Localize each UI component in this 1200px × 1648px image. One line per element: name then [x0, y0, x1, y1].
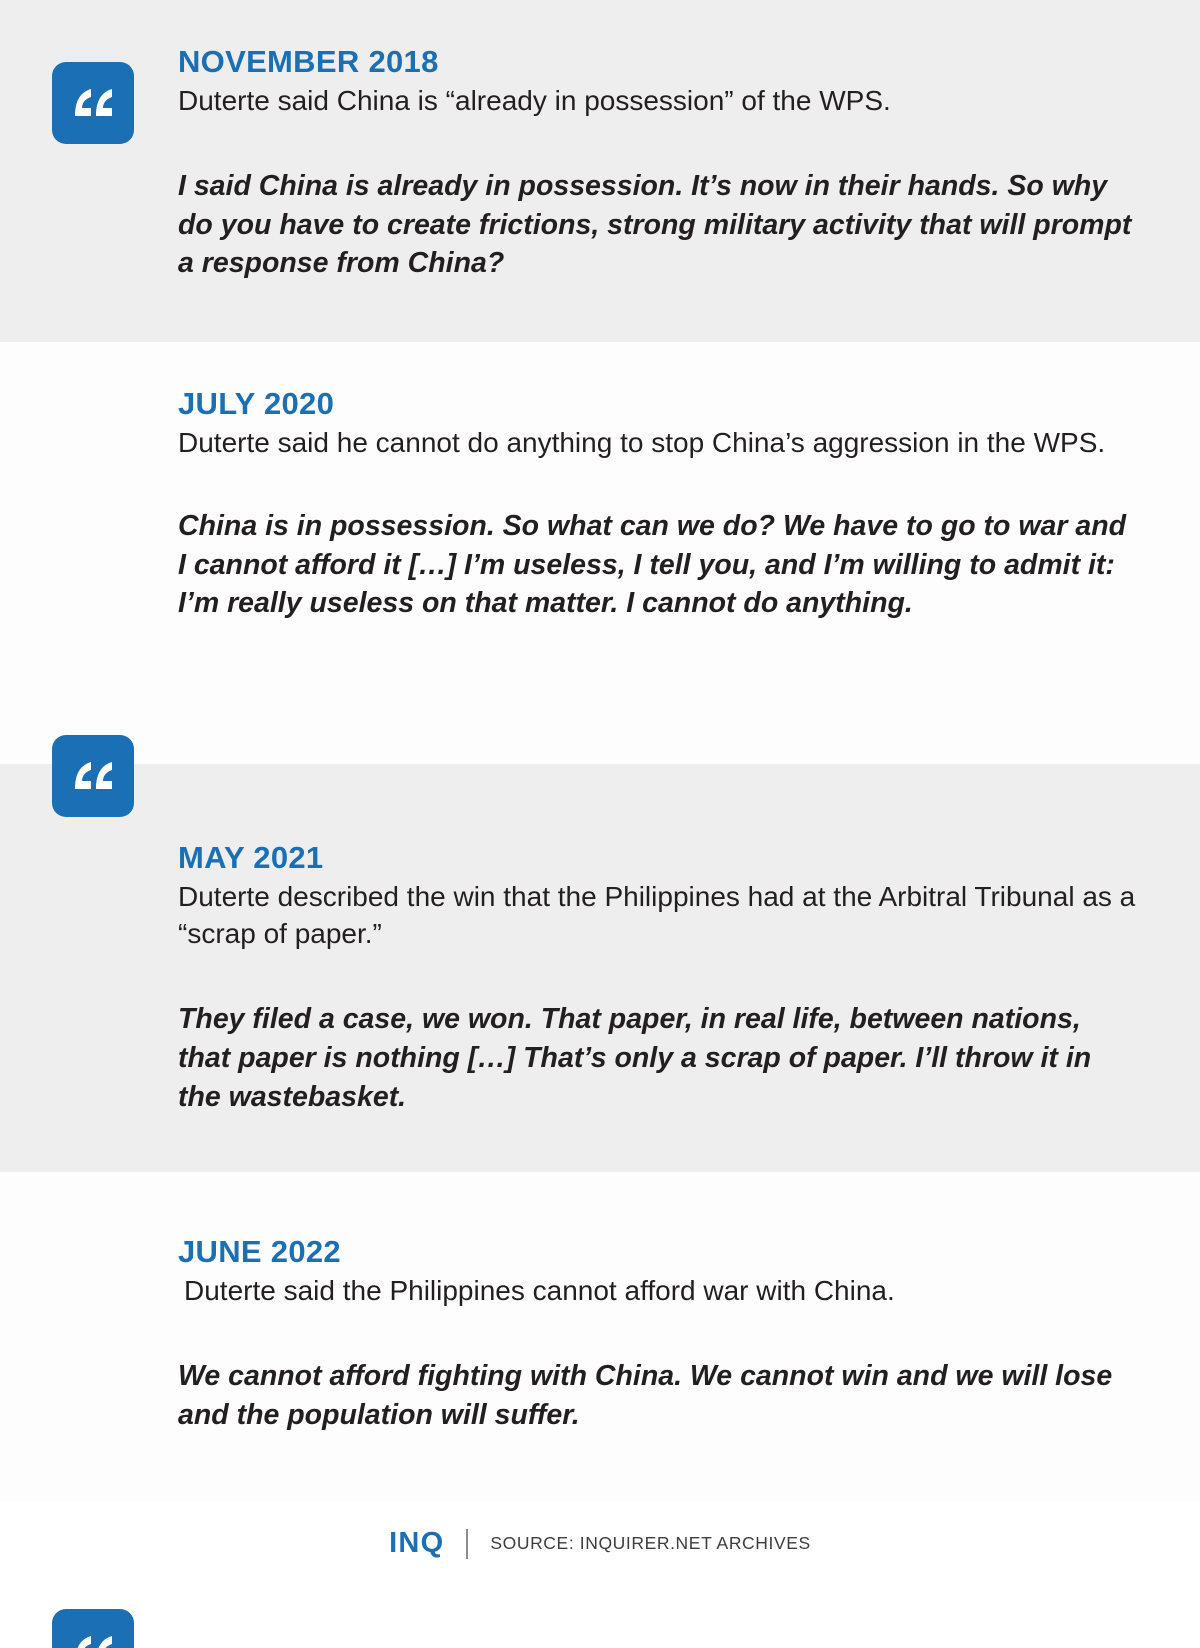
entry-quote: China is in possession. So what can we do? We have to go to war and I cannot afford it […] I’m useless, I tell you, and I’m willing to admit it: I’m really useless on that matter. I cannot do anything. [178, 509, 1127, 620]
quote-mark-icon [52, 1609, 134, 1648]
entry-summary: Duterte described the win that the Philippines had at the Arbitral Tribunal as a “scrap of paper.” [178, 880, 1136, 949]
entry-date: JUNE 2022 [178, 1234, 341, 1269]
footer-divider [466, 1529, 468, 1559]
entry-summary: Duterte said he cannot do anything to stop China’s aggression in the WPS. [178, 426, 1106, 458]
timeline-entry [0, 0, 1200, 342]
entry-quote: We cannot afford fighting with China. We cannot win and we will lose and the population will suffer. [178, 1359, 1113, 1431]
footer [0, 1527, 1200, 1560]
timeline-entry [0, 764, 1200, 1172]
quote-mark-icon [52, 735, 134, 817]
entry-date: NOVEMBER 2018 [178, 44, 439, 79]
entry-quote: They filed a case, we won. That paper, in real life, between nations, that paper is nothing […] That’s only a scrap of paper. I’ll throw it in the wastebasket. [178, 1003, 1092, 1113]
footer-source-label: SOURCE: INQUIRER.NET ARCHIVES [490, 1533, 811, 1553]
inq-logo: INQ [389, 1527, 445, 1559]
timeline-entry [0, 1172, 1200, 1502]
quote-mark-icon [52, 62, 134, 144]
entry-date: MAY 2021 [178, 840, 324, 875]
entry-date: JULY 2020 [178, 386, 335, 421]
timeline-entry [0, 342, 1200, 764]
entry-quote: I said China is already in possession. It’s now in their hands. So why do you have to create frictions, strong military activity that will prompt a response from China? [178, 169, 1132, 280]
entry-summary: Duterte said China is “already in possession” of the WPS. [178, 84, 891, 116]
entry-summary: Duterte said the Philippines cannot afford war with China. [184, 1274, 895, 1306]
